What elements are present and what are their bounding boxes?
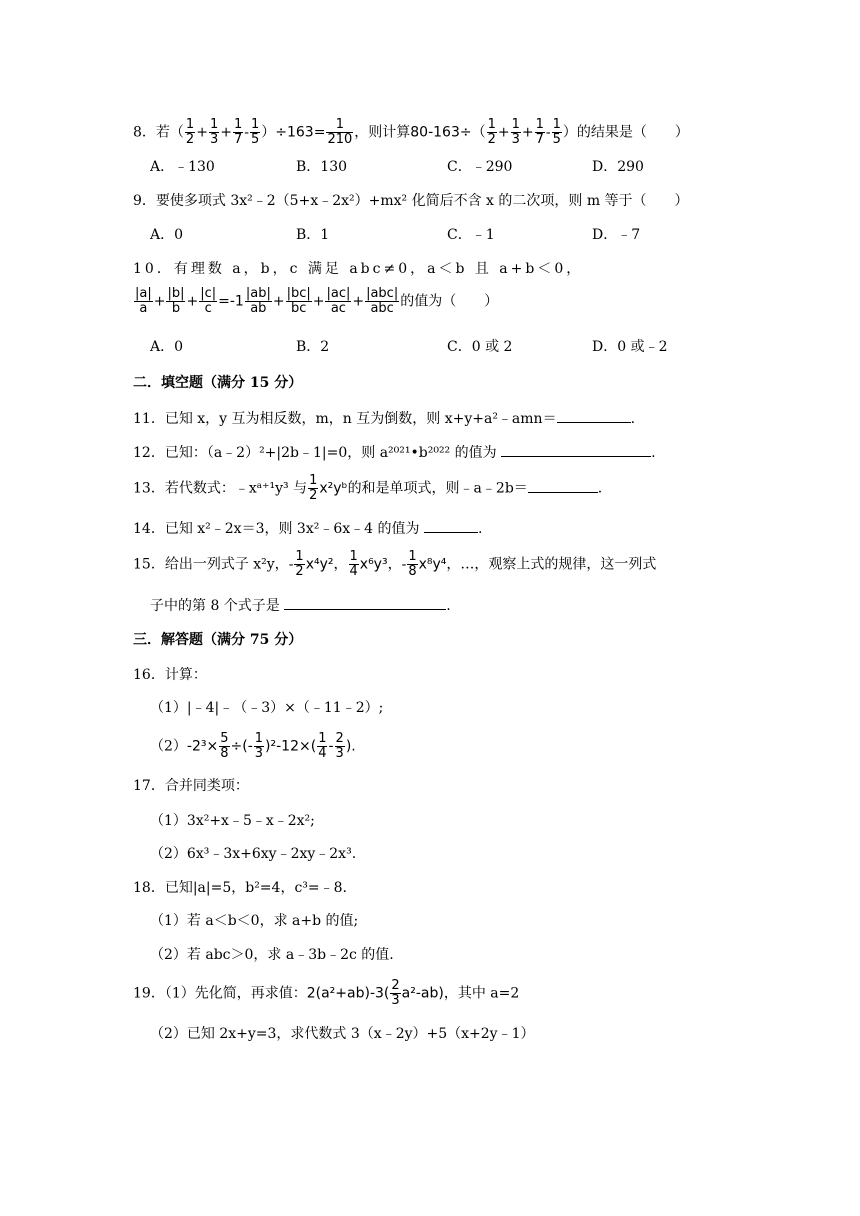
fraction: $\frac{\text{|abc|}}{\text{abc}}$ xyxy=(366,286,399,316)
question-17-part-1: （1）3x²+x﹣5﹣x﹣2x²; xyxy=(150,813,315,829)
question-14: 14．已知 x²﹣2x＝3，则 3x²﹣6x﹣4 的值为 . xyxy=(133,518,482,539)
fraction: $\frac{1}{5}$ xyxy=(250,117,260,147)
fraction: $\frac{1}{3}$ xyxy=(254,731,264,761)
question-18-part-2: （2）若 abc＞0，求 a﹣3b﹣2c 的值. xyxy=(150,947,394,963)
fraction: $\frac{|b|}{b}$ xyxy=(167,286,185,316)
fraction: $\frac{|c|}{c}$ xyxy=(200,286,217,316)
fraction: $\frac{1}{210}$ xyxy=(327,117,353,147)
option-c: C．0 或 2 xyxy=(447,339,513,355)
fraction: $\frac{1}{2}$ xyxy=(295,549,304,579)
question-16-part-1: （1）|﹣4|﹣（﹣3）×（﹣11﹣2）; xyxy=(150,700,384,716)
question-16-title: 16．计算： xyxy=(133,667,207,683)
option-a: A．﹣130 xyxy=(150,159,215,175)
option-c: C．﹣1 xyxy=(447,227,495,243)
fraction: $\frac{1}{2}$ xyxy=(487,117,496,147)
fraction: $\frac{1}{3}$ xyxy=(209,117,219,147)
option-b: B．130 xyxy=(296,159,348,175)
fraction: $\frac{1}{4}$ xyxy=(349,549,358,579)
question-19-part-1: 19．（1）先化简，再求值：2(a²+ab)-3( $\frac{2}{3}$ a²-ab)，其中 a=2 xyxy=(133,978,520,1008)
section-2-heading: 二．填空题（满分 15 分） xyxy=(133,375,303,391)
fraction: $\frac{1}{2}$ xyxy=(309,473,318,503)
fraction: $\frac{1}{7}$ xyxy=(535,117,544,147)
question-19-part-2: （2）已知 2x+y=3，求代数式 3（x﹣2y）+5（x+2y﹣1） xyxy=(150,1026,535,1042)
fraction: $\frac{|ab|}{ab}$ xyxy=(245,286,271,316)
answer-blank xyxy=(528,478,598,493)
question-10-expression: $\frac{|a|}{a}$ + $\frac{|b|}{b}$ + $\frac{|c|}{c}$ =-1 $\frac{|ab|}{ab}$ + $\frac{|bc|}{bc}$ + $\frac{|ac|}{ac}$ + $\frac{\text{|abc|}}{\text{abc}}$ 的值为（ ） xyxy=(135,286,499,316)
question-15-line2: 子中的第 8 个式子是 . xyxy=(150,595,451,616)
fraction: $\frac{1}{2}$ xyxy=(185,117,195,147)
question-15: 15．给出一列式子 x²y，- $\frac{1}{2}$ x⁴y²， $\frac{1}{4}$ x⁶y³，- $\frac{1}{8}$ x⁸y⁴，…，观察上式的规律，这一列式 xyxy=(133,549,657,579)
fraction: $\frac{|a|}{a}$ xyxy=(135,286,152,316)
fraction: $\frac{2}{3}$ xyxy=(335,731,344,761)
fraction: $\frac{1}{5}$ xyxy=(552,117,561,147)
question-17-title: 17．合并同类项： xyxy=(133,778,249,794)
answer-blank xyxy=(557,408,631,423)
answer-blank xyxy=(284,595,446,610)
fraction: $\frac{1}{3}$ xyxy=(511,117,520,147)
question-13: 13．若代数式：﹣xᵃ⁺¹y³ 与 $\frac{1}{2}$ x²yᵇ的和是单项式，则﹣a﹣2b＝ . xyxy=(133,473,603,503)
fraction: $\frac{5}{8}$ xyxy=(220,731,229,761)
option-b: B．2 xyxy=(296,339,330,355)
fraction: $\frac{|ac|}{ac}$ xyxy=(326,286,351,316)
option-a: A．0 xyxy=(150,227,184,243)
question-8: 8．若（ $\frac{1}{2}$ + $\frac{1}{3}$ + $\frac{1}{7}$ - $\frac{1}{5}$ ）÷163= $\frac{1}{210}$ ，则计算80-163÷（ $\frac{1}{2}$ + $\frac{1}{3}$ + $\frac{1}{7}$ - $\frac{1}{5}$ ）的结果是（ ） xyxy=(133,117,689,147)
answer-blank xyxy=(424,518,478,533)
section-3-heading: 三．解答题（满分 75 分） xyxy=(133,632,303,648)
question-9: 9．要使多项式 3x²﹣2（5+x﹣2x²）+mx² 化简后不含 x 的二次项，则 m 等于（ ） xyxy=(133,193,689,209)
question-16-part-2: （2）-2³× $\frac{5}{8}$ ÷(- $\frac{1}{3}$ )²-12×( $\frac{1}{4}$ - $\frac{2}{3}$ ). xyxy=(150,731,356,761)
fraction: $\frac{2}{3}$ xyxy=(391,978,400,1008)
answer-blank xyxy=(501,442,651,457)
option-a: A．0 xyxy=(150,339,184,355)
question-10: 10．有理数 a，b，c 满足 abc≠0，a＜b 且 a+b＜0， xyxy=(133,261,584,277)
option-c: C．﹣290 xyxy=(447,159,513,175)
fraction: $\frac{1}{4}$ xyxy=(318,731,327,761)
question-11: 11．已知 x，y 互为相反数，m，n 互为倒数，则 x+y+a²﹣amn＝ . xyxy=(133,408,635,429)
fraction: $\frac{1}{8}$ xyxy=(408,549,417,579)
question-18-title: 18．已知|a|=5，b²=4，c³=﹣8. xyxy=(133,880,347,896)
option-b: B．1 xyxy=(296,227,330,243)
option-d: D．﹣7 xyxy=(592,227,641,243)
question-17-part-2: （2）6x³﹣3x+6xy﹣2xy﹣2x³. xyxy=(150,846,357,862)
option-d: D．0 或﹣2 xyxy=(592,339,668,355)
option-d: D．290 xyxy=(592,159,644,175)
fraction: $\frac{|bc|}{bc}$ xyxy=(286,286,311,316)
question-18-part-1: （1）若 a＜b＜0，求 a+b 的值; xyxy=(150,913,359,929)
fraction: $\frac{1}{7}$ xyxy=(233,117,243,147)
question-12: 12．已知：（a﹣2）²+|2b﹣1|=0，则 a²⁰²¹•b²⁰²² 的值为 . xyxy=(133,442,656,463)
